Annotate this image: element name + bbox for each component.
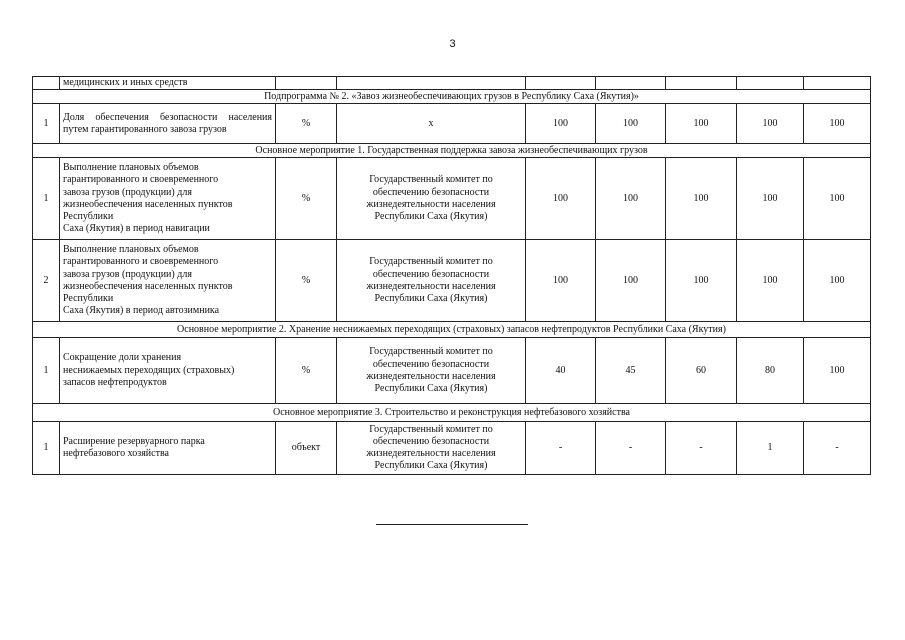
name-line: Саха (Якутия) в период навигации — [63, 223, 210, 235]
unit-cell: % — [276, 104, 337, 144]
value-cell: 1 — [737, 422, 804, 475]
value-cell: 45 — [596, 338, 666, 404]
value-cell: 100 — [526, 240, 596, 322]
value-cell: 100 — [666, 104, 737, 144]
responsible-line: Республики Саха (Якутия) — [374, 210, 488, 222]
value-cell: 100 — [804, 338, 871, 404]
name-cell: Доля обеспечения безопасности населения путем гарантированного завоза грузов — [60, 104, 276, 144]
responsible-line: Республики Саха (Якутия) — [374, 382, 488, 394]
responsible-cell — [337, 338, 526, 404]
table-row — [33, 104, 871, 144]
value-cell: 100 — [804, 158, 871, 240]
name-line: жизнеобеспечения населенных пунктов — [63, 280, 233, 292]
name-line: Республики — [63, 210, 114, 222]
value-cell: 100 — [596, 240, 666, 322]
value-cell: - — [666, 422, 737, 475]
responsible-line: жизнедеятельности населения — [366, 448, 496, 460]
page-number: 3 — [449, 38, 456, 50]
name-line: завоза грузов (продукции) для — [63, 268, 192, 280]
name-line: Расширение резервуарного парка — [63, 436, 205, 447]
responsible-line: Государственный комитет по — [369, 423, 493, 435]
responsible-line: жизнедеятельности населения — [366, 370, 496, 382]
responsible-line: Государственный комитет по — [369, 174, 493, 186]
responsible-line: Государственный комитет по — [369, 256, 493, 268]
name-line: Сокращение доли хранения — [63, 352, 182, 364]
value-cell: 100 — [804, 104, 871, 144]
num-cell: 1 — [33, 104, 60, 144]
responsible-cell: x — [337, 104, 526, 144]
name-line: неснижаемых переходящих (страховых) — [63, 364, 235, 376]
responsible-line: Республики Саха (Якутия) — [374, 460, 488, 472]
section-title: Основное мероприятие 3. Строительство и реконструкция нефтебазового хозяйства — [33, 404, 871, 422]
name-line: завоза грузов (продукции) для — [63, 186, 192, 198]
name-cell — [60, 338, 276, 404]
value-cell: 100 — [596, 104, 666, 144]
responsible-line: обеспечению безопасности — [372, 436, 490, 447]
table-row — [33, 422, 871, 475]
num-cell — [33, 77, 60, 90]
name-line: Выполнение плановых объемов — [63, 162, 199, 174]
name-cell: медицинских и иных средств — [60, 77, 276, 90]
section-title: Основное мероприятие 2. Хранение неснижаемых переходящих (страховых) запасов нефтепродуктов Республики Саха (Якутия) — [33, 322, 871, 338]
subprogram-title: Подпрограмма № 2. «Завоз жизнеобеспечивающих грузов в Республику Саха (Якутия)» — [33, 90, 871, 104]
value-cell: - — [596, 422, 666, 475]
value-cell: 100 — [666, 240, 737, 322]
table-row — [33, 338, 871, 404]
indicators-table — [32, 76, 871, 475]
unit-cell: % — [276, 338, 337, 404]
value-cell: 80 — [737, 338, 804, 404]
section-heading-row — [33, 144, 871, 158]
value-cell: 100 — [804, 240, 871, 322]
responsible-line: обеспечению безопасности — [372, 186, 490, 198]
name-line: гарантированного и своевременного — [63, 256, 219, 268]
responsible-line: жизнедеятельности населения — [366, 198, 496, 210]
table-row — [33, 240, 871, 322]
subprogram-heading-row — [33, 90, 871, 104]
value-cell: 100 — [526, 104, 596, 144]
num-cell: 1 — [33, 422, 60, 475]
name-line: Саха (Якутия) в период автозимника — [63, 305, 220, 317]
name-line: жизнеобеспечения населенных пунктов — [63, 198, 233, 210]
responsible-line: обеспечению безопасности — [372, 268, 490, 280]
responsible-cell — [337, 422, 526, 475]
value-cell: 60 — [666, 338, 737, 404]
name-cell — [60, 158, 276, 240]
responsible-line: Республики Саха (Якутия) — [374, 292, 488, 304]
responsible-line: обеспечению безопасности — [372, 358, 490, 370]
table-row — [33, 158, 871, 240]
num-cell: 1 — [33, 158, 60, 240]
name-cell — [60, 422, 276, 475]
name-line: запасов нефтепродуктов — [63, 376, 167, 388]
name-line: нефтебазового хозяйства — [63, 448, 169, 460]
name-line: Выполнение плановых объемов — [63, 244, 199, 256]
value-cell: 100 — [737, 104, 804, 144]
value-cell: - — [804, 422, 871, 475]
responsible-cell — [337, 158, 526, 240]
value-cell: 100 — [526, 158, 596, 240]
value-cell: 40 — [526, 338, 596, 404]
value-cell: 100 — [666, 158, 737, 240]
value-cell: - — [526, 422, 596, 475]
responsible-line: жизнедеятельности населения — [366, 280, 496, 292]
name-line: Республики — [63, 292, 114, 304]
num-cell: 1 — [33, 338, 60, 404]
value-cell: 100 — [737, 240, 804, 322]
value-cell: 100 — [596, 158, 666, 240]
num-cell: 2 — [33, 240, 60, 322]
section-title: Основное мероприятие 1. Государственная поддержка завоза жизнеобеспечивающих грузов — [33, 144, 871, 158]
footer-divider — [376, 524, 528, 525]
unit-cell: объект — [276, 422, 337, 475]
continuation-row — [33, 77, 871, 90]
name-cell — [60, 240, 276, 322]
unit-cell: % — [276, 158, 337, 240]
name-line: гарантированного и своевременного — [63, 174, 219, 186]
responsible-line: Государственный комитет по — [369, 346, 493, 358]
responsible-cell — [337, 240, 526, 322]
unit-cell: % — [276, 240, 337, 322]
section-heading-row — [33, 322, 871, 338]
value-cell: 100 — [737, 158, 804, 240]
section-heading-row — [33, 404, 871, 422]
